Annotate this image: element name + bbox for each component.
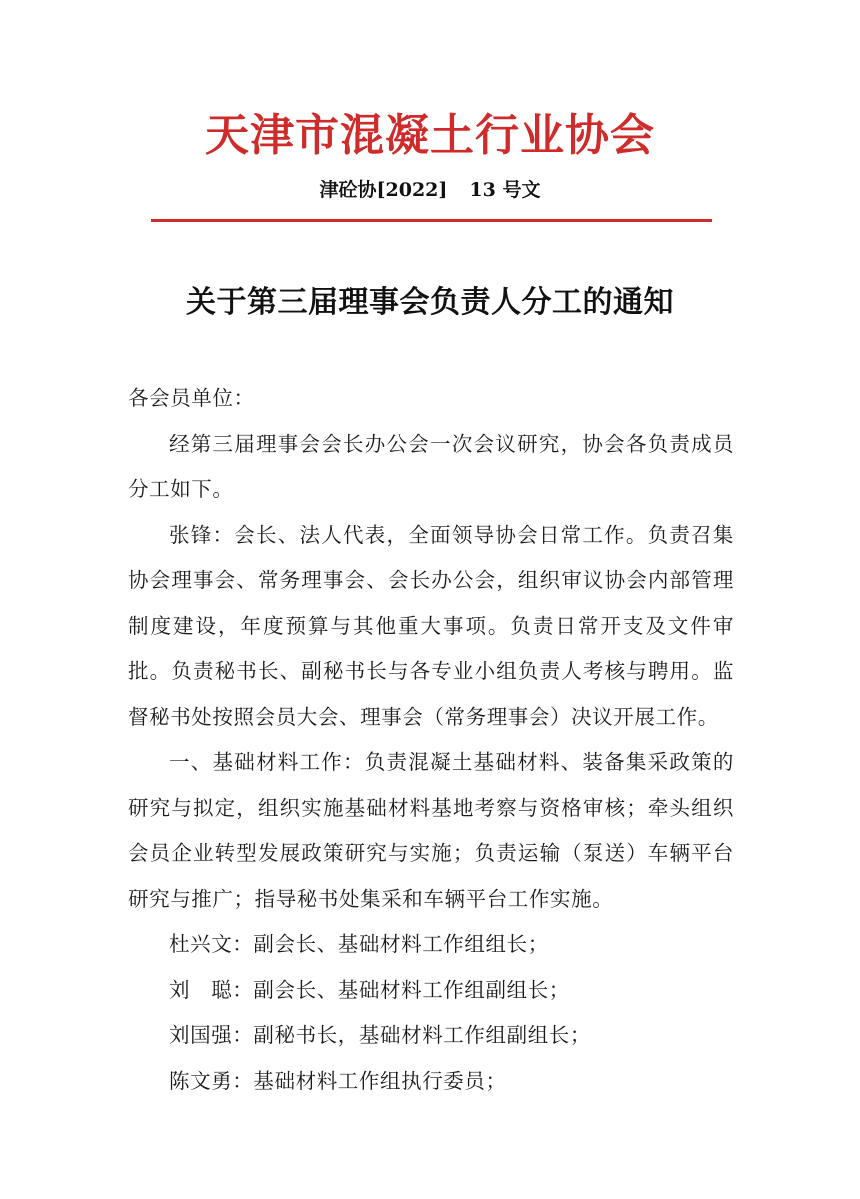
member-line: 刘 聪：副会长、基础材料工作组副组长； (169, 977, 570, 1002)
document-number-prefix: 津砼协[2022] (319, 179, 448, 201)
intro-paragraph: 经第三届理事会会长办公会一次会议研究，协会各负责成员分工如下。 (128, 431, 734, 501)
header-divider (151, 219, 712, 222)
member-line: 刘国强：副秘书长，基础材料工作组副组长； (169, 1023, 591, 1047)
document-number (0, 176, 860, 204)
notice-title: 关于第三届理事会负责人分工的通知 (186, 285, 674, 320)
member-line: 陈文勇：基础材料工作组执行委员； (169, 1068, 507, 1093)
member-line: 杜兴文：副会长、基础材料工作组组长； (169, 932, 549, 956)
document-body (128, 376, 734, 1104)
salutation: 各会员单位： (128, 386, 255, 410)
section-one-paragraph: 一、基础材料工作：负责混凝土基础材料、装备集采政策的研究与拟定，组织实施基础材料基地考察与资格审核；牵头组织会员企业转型发展政策研究与实施；负责运输（泵送）车辆平台研究与推广；指导秘书处集采和车辆平台工作实施。 (128, 750, 734, 911)
president-paragraph: 张锋：会长、法人代表，全面领导协会日常工作。负责召集协会理事会、常务理事会、会长办公会，组织审议协会内部管理制度建设，年度预算与其他重大事项。负责日常开支及文件审批。负责秘书长、副秘书长与各专业小组负责人考核与聘用。监督秘书处按照会员大会、理事会（常务理事会）决议开展工作。 (128, 522, 734, 729)
organization-title: 天津市混凝土行业协会 (205, 110, 655, 161)
document-number-suffix: 13 号文 (469, 179, 541, 201)
